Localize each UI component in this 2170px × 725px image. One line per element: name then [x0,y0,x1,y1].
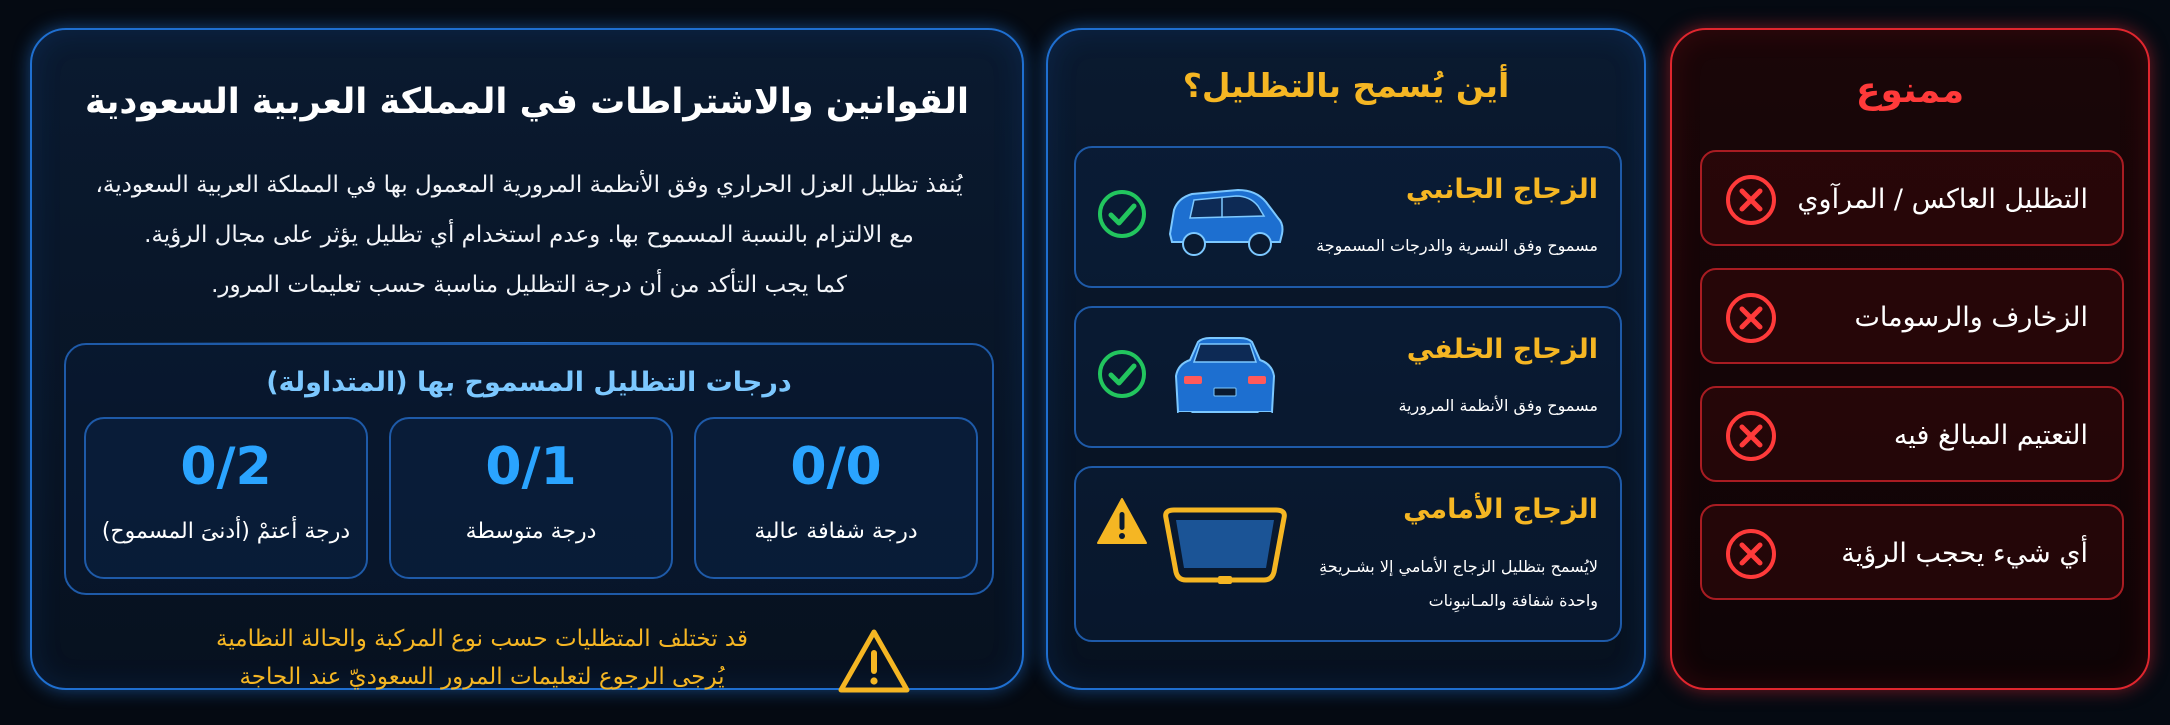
forbidden-item-label: أي شيء يحجب الرؤية [1841,538,2088,569]
tint-grades-title: درجات التظليل المسموح بها (المتداولة) [266,367,792,398]
note-line: يُرجى الرجوع لتعليمات المرور السعوديّ عند الحاجة [239,664,725,690]
forbidden-item [1700,268,2124,364]
x-circle-icon [1724,173,1778,227]
glass-name: الزجاج الجانبي [1405,174,1598,205]
grade-label: درجة أعتمْ (أدنىَ المسموح) [101,519,351,544]
grade-value: 0/1 [485,437,577,497]
warning-icon [838,628,910,694]
car-rear-window-icon [1160,332,1290,424]
laws-body-line: يُنفذ تظليل العزل الحراري وفق الأنظمة المرورية المعمول بها في المملكة العربية السعودية، [95,172,963,198]
windshield-icon [1160,504,1290,596]
grade-value: 0/2 [180,437,272,497]
grade-label: درجة شفافة عالية [754,519,918,544]
x-circle-icon [1724,409,1778,463]
laws-description [92,160,966,310]
forbidden-item-label: التظليل العاكس / المرآوي [1797,184,2088,215]
glass-desc-line: لايُسمح بتظليل الزجاج الأمامي إلا بشـريحةِ [1319,557,1598,576]
glass-desc: مسموح وفق الأنظمة المرورية [1398,396,1598,415]
grade-value: 0/0 [790,437,882,497]
grade-card [84,417,368,579]
grade-card [389,417,673,579]
forbidden-item [1700,150,2124,246]
grade-label: درجة متوسطة [465,519,597,544]
glass-desc: مسموح وفق النسرية والدرجات المسموجة [1316,236,1598,255]
glass-desc-line: واحدة شفافة والمـانبوِنات [1428,591,1598,610]
laws-title: القوانين والاشتراطات في المملكة العربية السعودية [84,82,970,122]
forbidden-item-label: الزخارف والرسومات [1854,302,2088,333]
car-side-window-icon [1160,172,1290,264]
laws-body-line: كما يجب التأكد من أن درجة التظليل مناسبة حسب تعليمات المرور. [211,272,847,298]
check-icon [1096,348,1148,400]
x-circle-icon [1724,291,1778,345]
check-icon [1096,188,1148,240]
forbidden-panel [1670,28,2150,690]
forbidden-item [1700,386,2124,482]
front-glass-card [1074,466,1622,642]
tint-grades-box [64,343,994,595]
glass-desc [1288,550,1598,618]
x-circle-icon [1724,527,1778,581]
warning-icon [1096,496,1148,548]
forbidden-item-label: التعتيم المبالغ فيه [1893,420,2088,451]
note-line: قد تختلف المتظليات حسب نوع المركبة والحالة النظامية [215,626,748,652]
allowed-panel [1046,28,1646,690]
rear-glass-card [1074,306,1622,448]
glass-name: الزجاج الأمامي [1403,494,1598,525]
laws-body-line: مع الالتزام بالنسبة المسموح بها. وعدم استخدام أي تظليل يؤثر على مجال الرؤية. [144,222,914,248]
allowed-title: أين يُسمح بالتظليل؟ [1182,66,1510,105]
forbidden-item [1700,504,2124,600]
laws-note [142,620,822,696]
laws-panel [30,28,1024,690]
side-glass-card [1074,146,1622,288]
grade-card [694,417,978,579]
forbidden-title: ممنوع [1855,70,1965,111]
glass-name: الزجاج الخلفي [1406,334,1598,365]
